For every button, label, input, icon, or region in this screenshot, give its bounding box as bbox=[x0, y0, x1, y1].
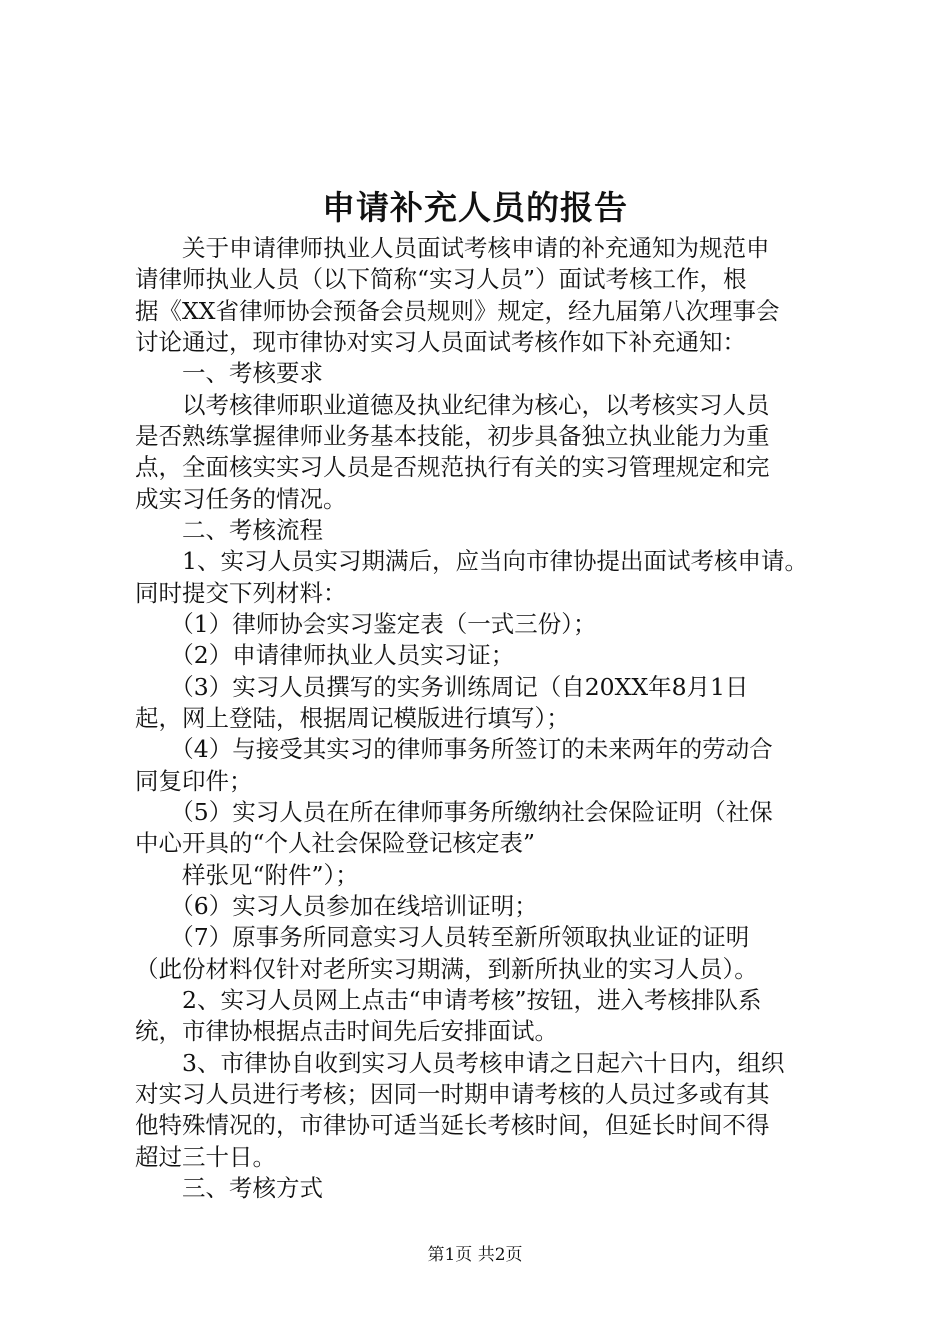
document-title: 申请补充人员的报告 bbox=[322, 188, 628, 227]
list-item-6: （6）实习人员参加在线培训证明； bbox=[135, 892, 538, 920]
section-heading-3: 三、考核方式 bbox=[135, 1174, 323, 1202]
body-line-3: 据《XX省律师协会预备会员规则》规定，经九届第八次理事会 bbox=[135, 297, 780, 325]
body-line-26: 统，市律协根据点击时间先后安排面试。 bbox=[135, 1017, 558, 1045]
list-item-5-cont: 中心开具的“个人社会保险登记核定表” bbox=[135, 829, 536, 857]
body-line-28: 对实习人员进行考核；因同一时期申请考核的人员过多或有其 bbox=[135, 1080, 770, 1108]
body-line-25: 2、实习人员网上点击“申请考核”按钮，进入考核排队系 bbox=[135, 986, 762, 1014]
body-line-27: 3、市律协自收到实习人员考核申请之日起六十日内，组织 bbox=[135, 1049, 785, 1077]
body-line-12: 同时提交下列材料： bbox=[135, 579, 347, 607]
body-line-9: 成实习任务的情况。 bbox=[135, 485, 347, 513]
body-line-30: 超过三十日。 bbox=[135, 1143, 276, 1171]
body-line-2: 请律师执业人员（以下简称“实习人员”）面试考核工作，根 bbox=[135, 265, 747, 293]
list-item-5-cont-2: 样张见“附件”）； bbox=[135, 861, 359, 889]
list-item-4-cont: 同复印件； bbox=[135, 767, 253, 795]
section-heading-1: 一、考核要求 bbox=[135, 359, 323, 387]
body-line-4: 讨论通过，现市律协对实习人员面试考核作如下补充通知： bbox=[135, 328, 746, 356]
list-item-2: （2）申请律师执业人员实习证； bbox=[135, 641, 515, 669]
body-line-1: 关于申请律师执业人员面试考核申请的补充通知为规范申 bbox=[135, 234, 770, 262]
body-line-6: 以考核律师职业道德及执业纪律为核心，以考核实习人员 bbox=[135, 391, 770, 419]
body-line-11: 1、实习人员实习期满后，应当向市律协提出面试考核申请。 bbox=[135, 547, 808, 575]
list-item-7-cont: （此份材料仅针对老所实习期满，到新所执业的实习人员）。 bbox=[135, 955, 758, 983]
list-item-5: （5）实习人员在所在律师事务所缴纳社会保险证明（社保 bbox=[135, 798, 773, 826]
list-item-3: （3）实习人员撰写的实务训练周记（自20XX年8月1日 bbox=[135, 673, 749, 701]
list-item-1: （1）律师协会实习鉴定表（一式三份）； bbox=[135, 610, 597, 638]
page-number-footer: 第1页 共2页 bbox=[427, 1245, 523, 1265]
section-heading-2: 二、考核流程 bbox=[135, 516, 323, 544]
list-item-4: （4）与接受其实习的律师事务所签订的未来两年的劳动合 bbox=[135, 735, 773, 763]
list-item-3-cont: 起，网上登陆，根据周记模版进行填写）； bbox=[135, 704, 570, 732]
body-line-29: 他特殊情况的，市律协可适当延长考核时间，但延长时间不得 bbox=[135, 1111, 770, 1139]
list-item-7: （7）原事务所同意实习人员转至新所领取执业证的证明 bbox=[135, 923, 750, 951]
body-line-7: 是否熟练掌握律师业务基本技能，初步具备独立执业能力为重 bbox=[135, 422, 770, 450]
body-line-8: 点，全面核实实习人员是否规范执行有关的实习管理规定和完 bbox=[135, 453, 770, 481]
